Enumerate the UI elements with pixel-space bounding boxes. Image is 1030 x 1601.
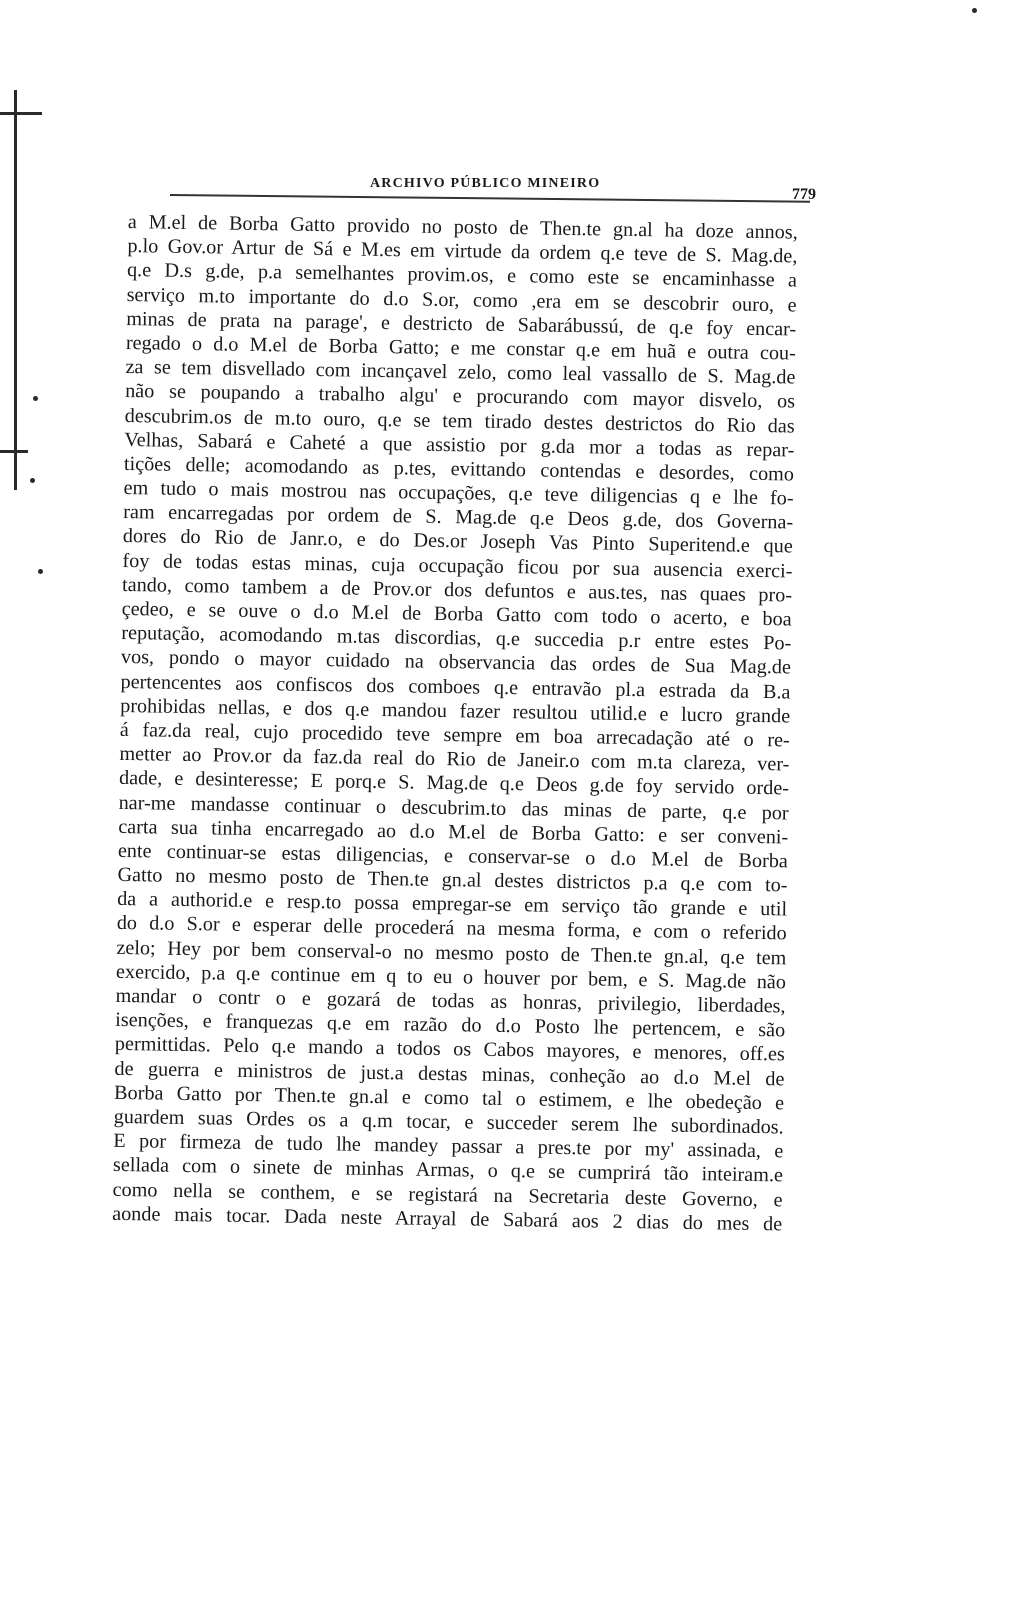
text-line: como nella se conthem, e se registará na Secretaria deste Governo, e — [112, 1178, 783, 1211]
margin-scan-tick — [0, 112, 42, 115]
text-line: foy de todas estas minas, cuja occupação ficou por sua ausencia exerci- — [122, 549, 793, 583]
text-line: em tudo o mais mostrou nas occupações, q.e teve diligencias q e lhe fo- — [123, 477, 794, 510]
text-line: mandar o contr o e gozará de todas as honras, privilegio, liberdades, — [115, 984, 786, 1018]
text-line: serviço m.to importante do d.o S.or, como ,era em se descobrir ouro, e — [126, 283, 797, 317]
text-line: Borba Gatto por Then.te gn.al e como tal o estimem, e lhe obedeção e — [113, 1081, 785, 1115]
text-line: p.lo Gov.or Artur de Sá e M.es em virtude da ordem q.e teve de S. Mag.de, — [127, 235, 798, 268]
text-line: nar-me mandasse continuar o descubrim.to das minas de parte, q.e por — [118, 791, 789, 824]
text-line: dores do Rio de Janr.o, e do Des.or Joseph Vas Pinto Superitend.e que — [122, 525, 793, 558]
text-line: permittidas. Pelo q.e mando a todos os Cabos mayores, e menores, off.es — [114, 1033, 785, 1066]
text-line: metter ao Prov.or da faz.da real do Rio de Janeir.o com m.ta clareza, ver- — [119, 743, 790, 776]
text-line: prohibidas nellas, e dos q.e mandou fazer resultou utilid.e e lucro grande — [120, 694, 791, 728]
margin-dot — [30, 478, 35, 483]
text-line: pertencentes aos confiscos dos comboes q.e entravão pl.a estrada da B.a — [120, 670, 791, 704]
text-line: E por firmeza de tudo lhe mandey passar a pres.te por my' assinada, e — [113, 1130, 784, 1163]
margin-dot — [972, 8, 977, 13]
text-line: zelo; Hey por bem conserval-o no mesmo posto de Then.te gn.al, q.e tem — [116, 936, 787, 970]
margin-dot — [33, 396, 38, 401]
text-line: carta sua tinha encarregado ao d.o M.el de Borba Gatto: e ser conveni- — [118, 815, 789, 849]
text-line: á faz.da real, cujo procedido teve sempre em boa arrecadação até o re- — [119, 718, 790, 752]
document-body — [112, 210, 798, 1236]
text-line: guardem suas Ordes os a q.m tocar, e succeder serem lhe subordinados. — [113, 1105, 784, 1139]
text-line: çedeo, e se ouve o d.o M.el de Borba Gatto com todo o acerto, e boa — [121, 597, 792, 631]
margin-scan-tick — [0, 450, 28, 453]
text-line: dade, e desinteresse; E porq.e S. Mag.de q.e Deos g.de foy servido orde- — [118, 767, 790, 800]
text-line: Velhas, Sabará e Caheté a que assistio por g.da mor a todas as repar- — [124, 428, 795, 462]
text-line: vos, pondo o mayor cuidado na observancia das ordes de Sua Mag.de — [120, 646, 792, 679]
text-line: za se tem disvellado com incançavel zelo, como leal vassallo de S. Mag.de — [125, 356, 796, 389]
text-line: não se poupando a trabalho algu' e procurando com mayor disvelo, os — [124, 380, 796, 413]
running-title: ARCHIVO PÚBLICO MINEIRO — [370, 176, 601, 191]
text-line: do d.o S.or e esperar delle procederá na mesma forma, e com o referido — [116, 912, 787, 945]
text-line: tições delle; acomodando as p.tes, evittando contendas e desordes, como — [123, 452, 795, 486]
text-line: ram encarregadas por ordem de S. Mag.de q.e Deos g.de, dos Governa- — [123, 501, 794, 534]
margin-dot — [38, 569, 43, 574]
text-line: sellada com o sinete de minhas Armas, o q.e se cumprirá tão inteiram.e — [112, 1154, 784, 1187]
header-rule — [170, 194, 810, 203]
page-header — [170, 172, 830, 208]
text-line: a M.el de Borba Gatto provido no posto de Then.te gn.al ha doze annos, — [127, 210, 798, 244]
text-line: reputação, acomodando m.tas discordias, q.e succedia p.r entre estes Po- — [121, 622, 792, 655]
text-line: isenções, e franquezas q.e em razão do d.o Posto lhe pertencem, e são — [115, 1009, 786, 1042]
text-line: q.e D.s g.de, p.a semelhantes provim.os, e como este se encaminhasse a — [126, 259, 798, 292]
page-number: 779 — [792, 186, 816, 203]
text-line: descubrim.os de m.to ouro, q.e se tem tirado destes destrictos do Rio das — [124, 404, 795, 437]
margin-scan-mark — [14, 90, 17, 490]
text-line: regado o d.o M.el de Borba Gatto; e me constar q.e em huã e outra cou- — [125, 331, 797, 365]
text-line: Gatto no mesmo posto de Then.te gn.al destes districtos p.a q.e com to- — [117, 863, 788, 897]
text-line: aonde mais tocar. Dada neste Arrayal de Sabará aos 2 dias do mes de — [112, 1202, 783, 1236]
text-line: tando, como tambem a de Prov.or dos defuntos e aus.tes, nas quaes pro- — [121, 573, 793, 607]
text-line: ente continuar-se estas diligencias, e conservar-se o d.o M.el de Borba — [117, 839, 789, 873]
text-line: da a authorid.e e resp.to possa empregar-se em serviço tão grande e util — [117, 888, 788, 921]
text-line: minas de prata na parage', e destricto de Sabarábussú, de q.e foy encar- — [126, 307, 797, 341]
text-line: de guerra e ministros de just.a destas minas, conheção ao d.o M.el de — [114, 1057, 785, 1090]
text-line: exercido, p.a q.e continue em q to eu o houver por bem, e S. Mag.de não — [115, 960, 787, 994]
